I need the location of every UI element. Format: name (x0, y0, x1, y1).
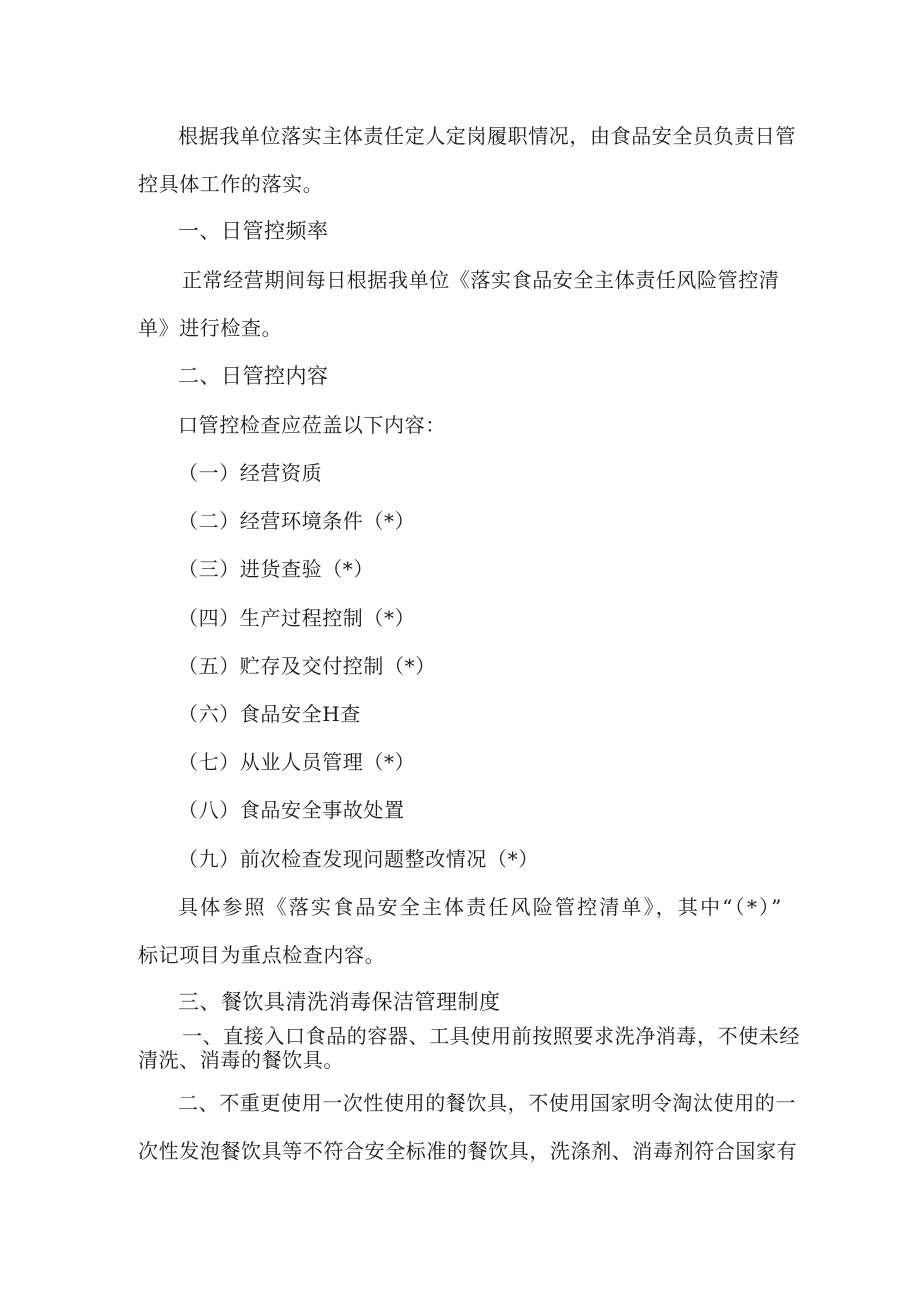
content-list-item: （六）食品安全H查 (178, 702, 361, 726)
content-list-item: （四）生产过程控制（*） (178, 606, 416, 630)
intro-line-1: 根据我单位落实主体责任定人定岗履职情况，由食品安全员负责日管 (178, 124, 796, 148)
tableware-para-1-line-2: 清洗、消毒的餐饮具。 (138, 1048, 344, 1072)
tableware-para-1-line-1: 一、直接入口食品的容器、工具使用前按照要求洗净消毒，不使未经 (182, 1024, 800, 1048)
section-heading-tableware: 三、餐饮具清洗消毒保洁管理制度 (178, 990, 501, 1014)
content-list-item: （五）贮存及交付控制（*） (178, 654, 436, 678)
content-list-item: （九）前次检查发现问题整改情况（*） (178, 847, 539, 871)
tableware-para-2-line-1: 二、不重更使用一次性使用的餐饮具，不使用国家明令淘汰使用的一 (178, 1091, 796, 1115)
content-list-item: （八）食品安全事故处置 (178, 798, 405, 822)
section-heading-frequency: 一、日管控频率 (178, 219, 329, 243)
content-lead: 口管控检查应莅盖以下内容： (178, 413, 446, 437)
content-note-line-1: 具体参照《落实食品安全主体责任风险管控清单》，其中“（*）” (178, 895, 782, 919)
frequency-para-line-1: 正常经营期间每日根据我单位《落实食品安全主体责任风险管控清 (182, 268, 780, 292)
content-list-item: （七）从业人员管理（*） (178, 750, 416, 774)
section-heading-content: 二、日管控内容 (178, 364, 329, 388)
content-list-item: （三）进货查验（*） (178, 557, 374, 581)
content-note-line-2: 标记项目为重点检查内容。 (138, 943, 386, 967)
content-list-item: （二）经营环境条件（*） (178, 509, 416, 533)
content-list-item: （一）经营资质 (178, 461, 323, 485)
intro-line-2: 控具体工作的落实。 (138, 172, 324, 196)
frequency-para-line-2: 单》进行检查。 (138, 316, 283, 340)
tableware-para-2-line-2: 次性发泡餐饮具等不符合安全标准的餐饮具，洗涤剂、消毒剂符合国家有 (138, 1139, 798, 1163)
